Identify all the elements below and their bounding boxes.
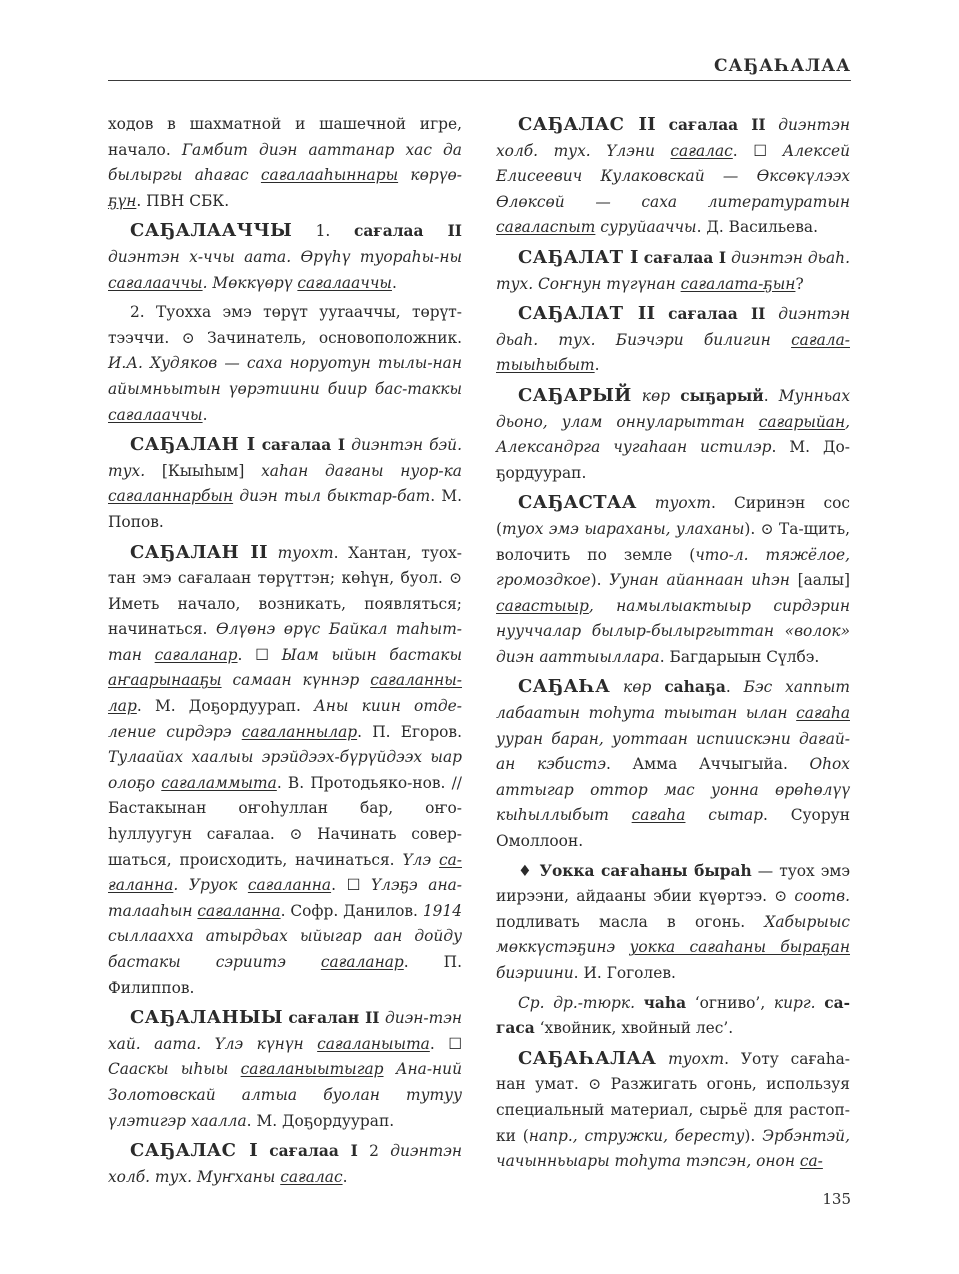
reference-word: сағалаа I [269, 1142, 358, 1161]
entry-text: . [391, 273, 397, 292]
headword: САҔАЛАНЫЫ [130, 1007, 283, 1029]
entry-text: Ср. др.-тюрк. [518, 993, 644, 1012]
reference-word: сағалаа II [668, 305, 766, 324]
entry-text: туохт [267, 543, 334, 562]
example-word: са- [799, 1152, 823, 1171]
entry-text [258, 1142, 269, 1160]
reference-word: сағалаа I [261, 436, 346, 455]
dictionary-entry [108, 432, 462, 535]
entry-text: диэнтэн холб. тух. Үлэни [496, 116, 850, 160]
example-word: сағаланнылар [241, 722, 358, 741]
header-rule [108, 80, 851, 81]
example-word: сағаланар [320, 953, 404, 971]
entry-text: . ☐ [429, 1034, 462, 1053]
entry-text: . В. Протодьяко-нов. // Бастакынан оҥоһуллан бар, оҥо-һуллуугун сағалаа. ⊙ Начинать совер-шаться, происходить, начинаться. [108, 773, 462, 869]
reference-word: сағалаа I [643, 248, 727, 267]
entry-text: Мунньах дьоно, улам оннуларыттан [496, 386, 850, 431]
entry-text: Эрбэнтэй, чачынньыары тоһута тэпсэн, онон [496, 1126, 850, 1171]
entry-text: кирг. [773, 993, 816, 1012]
headword: САҔАЛААЧЧЫ [130, 220, 293, 242]
entry-text: . Суорун Омоллоон. [496, 806, 850, 851]
headword: САҔАЛАТ II [518, 303, 656, 325]
entry-text: сытар [685, 806, 764, 825]
dictionary-entry [496, 245, 850, 297]
example-word: сағаһа [796, 704, 850, 723]
entry-text: Хабырыыс мөккүстэҕинэ [496, 912, 850, 957]
entry-text: . ПВН СБК. [136, 191, 230, 210]
entry-text: [Кыыһым] [161, 461, 262, 480]
headword: САҔАҺА [518, 676, 611, 698]
example-word: сағалааһыннары [260, 166, 399, 185]
entry-text: . Софр. Данилов. [280, 901, 423, 920]
entry-text: ). [590, 571, 610, 590]
entry-text: ходов в шахматной и шашечной игре, начало. [108, 115, 462, 159]
entry-text: . [725, 678, 744, 697]
entry-text: ‘хвойник, хвойный лес’. [534, 1019, 734, 1038]
entry-text: подливать масла в огонь. [496, 912, 765, 931]
entry-text: . Мөккүөрү [202, 273, 298, 292]
entry-text: Тулаайах хаалыы эрэйдээх-бүрүйдээх ыар олоҕо [108, 748, 462, 792]
entry-text: Үлэ [402, 850, 439, 869]
entry-text: көрүө- [398, 166, 462, 185]
dictionary-entry [496, 490, 850, 670]
entry-text: . ☐ [331, 876, 372, 895]
entry-text: Үлэҕэ ана-талааһын [108, 876, 462, 920]
entry-text: . И. Гоголев. [573, 964, 676, 982]
entry-text: 1914 сыллааххa атырдьах ыйыгар аан дойду бастакы сэриитэ [108, 901, 462, 971]
entry-text: Ыам ыйын бастакы [281, 645, 462, 664]
entry-text: . М. Попов. [108, 487, 462, 531]
entry-text: ). [744, 1126, 763, 1145]
entry-text: диэнтэн х-ччы аата. Өрүһү туораһы-ны [108, 247, 462, 266]
entry-text: И.А. Худяков — саха норуотун тылы-нан айымньытын үөрэтиини биир бас-таккы [108, 354, 462, 398]
entry-text: . П. Филиппов. [108, 953, 462, 997]
entry-text: . Сиринэн сос ( [496, 494, 850, 538]
entry-text: хаһан дағаны нуор-ка [261, 461, 462, 480]
example-word: сағаланны-лар [108, 671, 462, 716]
reference-word: сағалаа II [353, 222, 462, 241]
reference-word: сағалаа II [668, 116, 766, 134]
dictionary-entry [496, 991, 850, 1042]
entry-text [655, 305, 668, 323]
entry-text: ууран баран, уоттаан испиискэни дағай-ан кэбистэ [496, 729, 850, 774]
entry-text: 2 [357, 1142, 391, 1161]
entry-text: диэн-тэн хай. аата. Үлэ күнүн [108, 1009, 462, 1053]
example-word: сағаламмыта [161, 773, 277, 792]
headword: САҔАЛАТ I [518, 246, 639, 268]
example-word: сағалааччы [108, 405, 203, 424]
headword: САҔАСТАА [518, 492, 637, 514]
dictionary-entry [496, 674, 850, 854]
entry-text: . Амма Аччыгыйа. [605, 755, 810, 774]
dictionary-entry [108, 1005, 462, 1134]
dictionary-entry [108, 300, 462, 428]
example-word: сағалас [670, 141, 733, 160]
right-column [496, 112, 850, 1179]
reference-word: чаһа [643, 993, 687, 1012]
entry-text: . Уруок [173, 876, 248, 895]
entry-text: 2. Туохха эмэ төрүт ууraaччы, төрүт-тээччи. ⊙ Зачинатель, основоположник. [108, 303, 462, 347]
example-word: сағалааччы [297, 273, 392, 292]
entry-text: Гамбит диэн ааттанар хас да былыргы аһағас [108, 140, 462, 185]
headword: САҔАЛАС II [518, 114, 656, 135]
entry-text: Оһох аттыгар оттор мас уонна өрөһөлүү кыһыллыбыт [496, 755, 850, 825]
running-head: САҔАҺАЛАА [713, 56, 851, 76]
example-word: сағалааччы [108, 273, 203, 292]
entry-text: . [342, 1167, 348, 1186]
reference-word: саһаҕа [664, 678, 726, 697]
entry-text: ? [795, 274, 804, 293]
entry-text: напр., стружки, бересту [528, 1126, 745, 1145]
example-word: уокка сағаһаны быраҕан [629, 938, 850, 957]
entry-text: ‘огниво’, [686, 993, 774, 1012]
entry-text: диэнтэн дьаһ. тух. Биэчэри билигин [496, 305, 850, 349]
entry-text: . ☐ [237, 645, 282, 664]
entry-text: Алексей Елисеевич Кулаковскай — Өксөкүлээх Өлөксөй — саха литературатын [496, 141, 850, 211]
entry-text [816, 994, 825, 1012]
example-word: сағаланна [197, 901, 281, 920]
entry-text: диэн тыл быктар-бат [233, 487, 431, 506]
entry-text: Бэс хаппыт лабаатын тоһута тыытан ылан [496, 678, 850, 723]
dictionary-entry [496, 1046, 850, 1175]
entry-text: , намылыактыыр сирдэрин нууччалар былыр-былыргыттан «волок» диэн ааттыыллара [496, 596, 850, 666]
entry-text: . ☐ [732, 141, 783, 160]
entry-text: көр [610, 678, 665, 697]
entry-text [656, 116, 669, 134]
dictionary-entry [496, 301, 850, 379]
example-word: ҕүн [108, 191, 137, 210]
reference-word: сыҕарый [680, 386, 764, 405]
headword: САҔАҺАЛАА [518, 1047, 657, 1069]
entry-text: соотв. [794, 887, 850, 906]
entry-text: — туох эмэ иирээни, айдааны эбии күөртээ. ⊙ [496, 861, 850, 906]
headword: САҔАЛАН II [130, 541, 268, 563]
entry-text: . М. До-ҕордуурап. [496, 438, 851, 482]
entry-text: 1. [292, 222, 354, 241]
entry-text: , Александрга чугаһаан истилэр [496, 412, 850, 457]
example-word: сағала-тыыһыбыт [496, 330, 850, 375]
dictionary-entry [108, 218, 462, 296]
entry-text: самаан күннэр [221, 671, 371, 690]
entry-text: туохт [636, 494, 711, 513]
example-word: сағаланнарбын [108, 487, 234, 506]
reference-word: сағалан II [288, 1009, 380, 1028]
example-word: сағарыйан [758, 412, 846, 431]
entry-text: . П. Егоров. [357, 722, 462, 741]
example-word: сағаланна [247, 876, 332, 895]
left-column [108, 112, 462, 1194]
entry-text: . М. Доҕордуурап. [136, 697, 315, 716]
headword: САҔАЛАН I [130, 434, 256, 456]
entry-text: . [594, 356, 600, 375]
entry-text: . Д. Васильева. [696, 218, 819, 237]
entry-text: . [763, 386, 779, 405]
reference-word: са-гаса [496, 993, 850, 1038]
example-word: са-ғаланна [108, 850, 462, 895]
entry-text: . Хантан, туох-тан эмэ сағалаан төрүттэн; көһүн, буол. ⊙ Иметь начало, возникать, появляться; начинаться. [108, 543, 462, 639]
example-word: сағаһа [631, 806, 686, 825]
example-word: сағаланар [154, 645, 238, 664]
headword: САҔАРЫЙ [518, 384, 632, 406]
entry-text: Өлүөнэ өрүс Байкал таһыт-тан [108, 620, 462, 664]
entry-text: биэриини [496, 964, 574, 982]
example-word: сағалаcпыт [496, 218, 596, 237]
page-number: 135 [822, 1190, 851, 1208]
entry-text: . Уоту сағаһа-нан умат. ⊙ Разжигать огонь, используя специальный материал, сырьё для растоп-ки ( [496, 1049, 850, 1145]
entry-text: диэнтэн холб. тух. Муҥханы [108, 1142, 462, 1186]
dictionary-entry [496, 383, 850, 486]
headword: САҔАЛАС I [130, 1140, 258, 1162]
example-word: сағалас [280, 1167, 343, 1186]
entry-text: диэнтэн бэй. тух. [108, 436, 462, 480]
entry-text: туохт [656, 1049, 725, 1068]
entry-text: көр [631, 386, 681, 405]
dictionary-entry [108, 540, 462, 1002]
entry-text: ). ⊙ Та-щить, волочить по земле ( [496, 519, 850, 564]
dictionary-entry [496, 112, 850, 241]
entry-text: Ана-ний Золотовскай алтыа буолан тутуу үлэтигэр хаалла [108, 1060, 462, 1130]
example-word: сағастыыр [496, 596, 589, 615]
reference-word: ♦ Уокка сағаһаны быраһ [518, 861, 752, 880]
dictionary-entry [496, 859, 850, 987]
entry-text: туох эмэ ыараханы, улаханы [502, 519, 745, 538]
entry-text: . Багдарыын Сүлбэ. [659, 647, 820, 666]
entry-text: [аалы] [797, 571, 850, 590]
entry-text: Уунан айаннаан иһэн [609, 571, 798, 590]
entry-text: Сааскы ыһыы [108, 1060, 241, 1079]
entry-text: . [202, 405, 208, 424]
dictionary-entry [108, 112, 462, 214]
example-word: аҥаарынааҕы [108, 671, 222, 690]
entry-text: диэнтэн дьаһ. тух. Соҥнун түгүнан [496, 248, 850, 293]
entry-text: что-л. тяжёлое, громоздкое [496, 545, 851, 590]
dictionary-entry [108, 1138, 462, 1190]
entry-text: . М. Доҕордуурап. [246, 1111, 395, 1130]
entry-text: Аны киин отде-ление сирдэрэ [108, 697, 462, 741]
example-word: сағалата-ҕын [680, 274, 796, 293]
example-word: сағаланыыта [317, 1034, 430, 1053]
example-word: сағаланыытыгар [240, 1060, 384, 1079]
entry-text: суруйааччы [595, 218, 697, 237]
